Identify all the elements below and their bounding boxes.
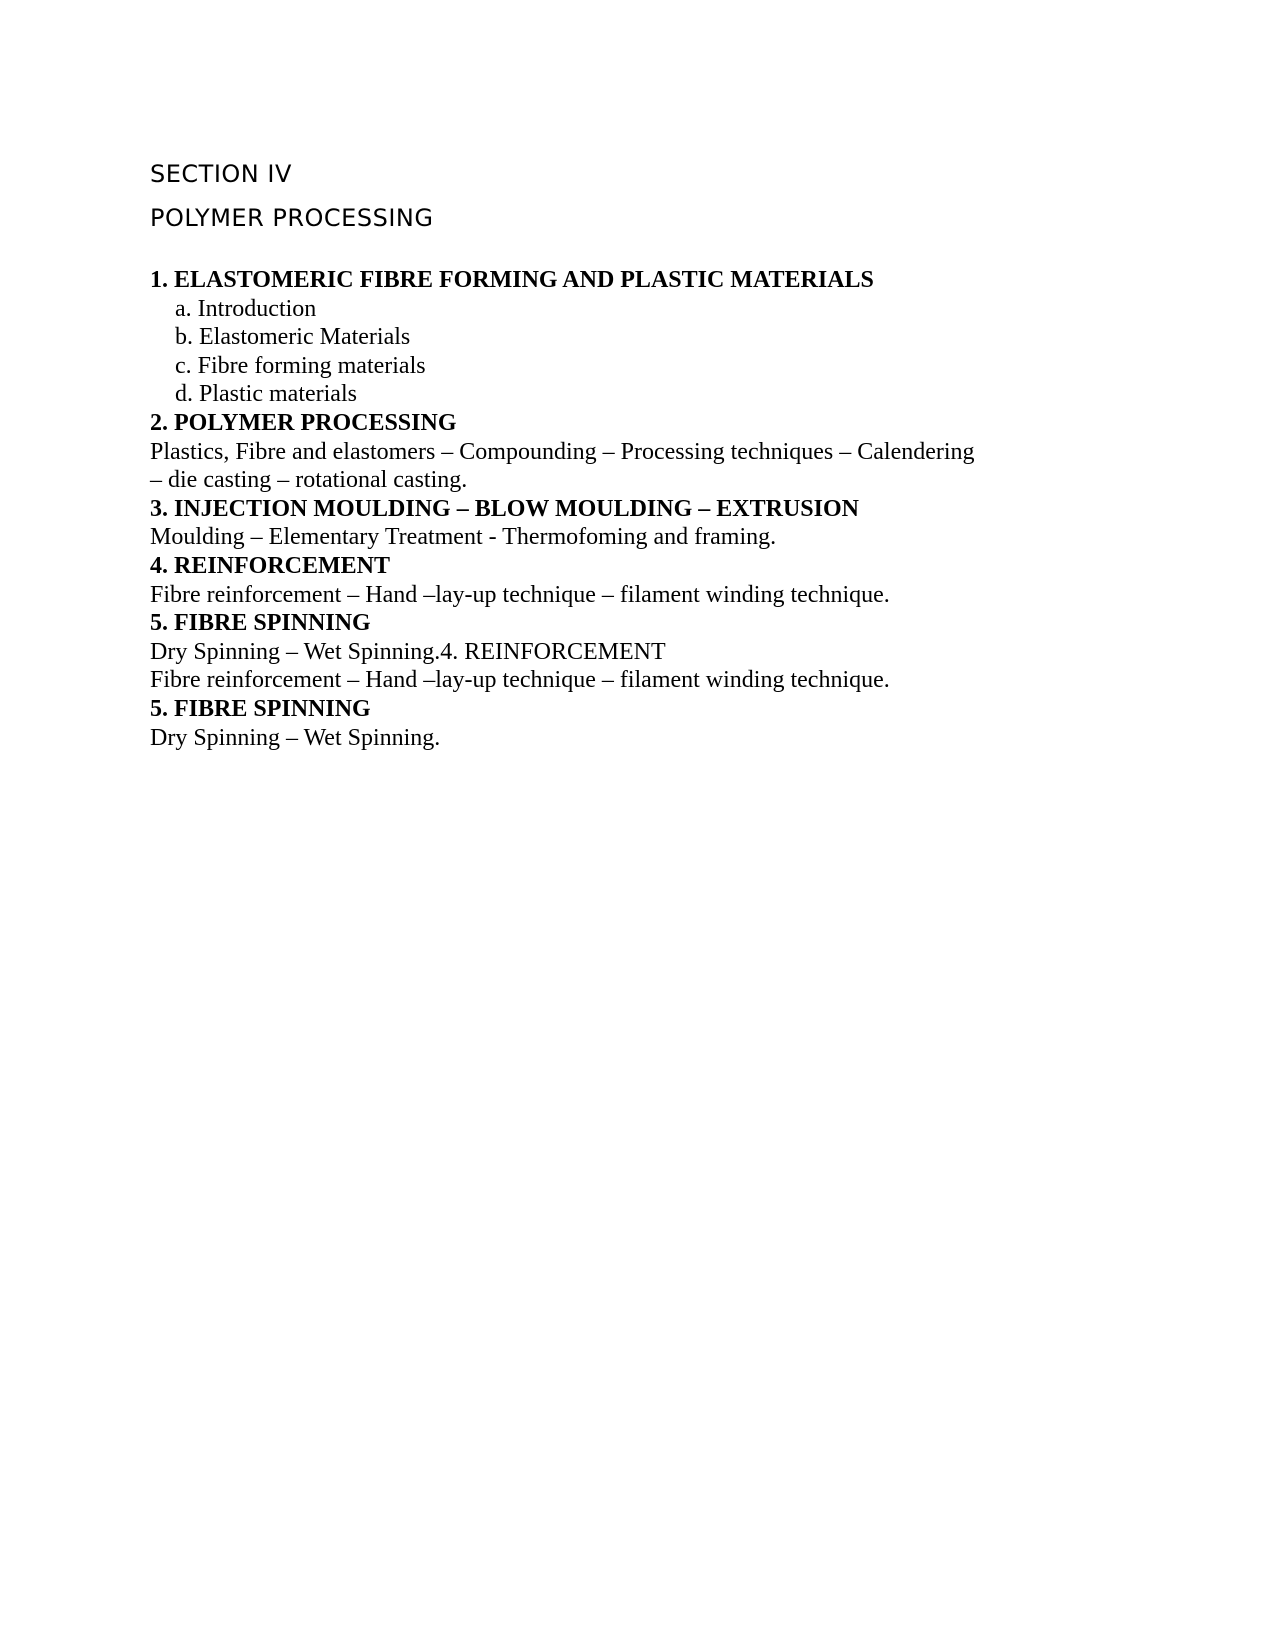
topic-1-heading: 1. ELASTOMERIC FIBRE FORMING AND PLASTIC MATERIALS [150,267,874,293]
section-header [150,152,1150,240]
section-title: POLYMER PROCESSING [150,204,434,232]
topic-3-heading: 3. INJECTION MOULDING – BLOW MOULDING – EXTRUSION [150,495,859,522]
topic-5-body-line-2: Fibre reinforcement – Hand –lay-up technique – filament winding technique. [150,667,890,694]
topic-2-body-line-1: Plastics, Fibre and elastomers – Compounding – Processing techniques – Calendering [150,438,975,465]
topic-1-subitem-b: b. Elastomeric Materials [175,324,411,351]
topic-4-body-line-1: Fibre reinforcement – Hand –lay-up technique – filament winding technique. [150,581,890,608]
topic-2-body-line-2: – die casting – rotational casting. [150,467,468,494]
topic-3-body-line-1: Moulding – Elementary Treatment - Thermofoming and framing. [150,524,777,551]
topic-5-body-line-1: Dry Spinning – Wet Spinning.4. REINFORCEMENT [150,638,666,665]
topic-6-body-line-1: Dry Spinning – Wet Spinning. [150,724,441,751]
topic-4-heading: 4. REINFORCEMENT [150,552,391,579]
topic-2-heading: 2. POLYMER PROCESSING [150,409,457,436]
topic-1-subitem-c: c. Fibre forming materials [175,352,426,379]
section-label: SECTION IV [150,160,292,188]
topic-5-heading: 5. FIBRE SPINNING [150,610,371,637]
topic-1-subitem-d: d. Plastic materials [175,381,357,408]
topic-6-heading: 5. FIBRE SPINNING [150,695,371,722]
syllabus-content [150,266,1150,752]
topic-1-subitem-a: a. Introduction [175,295,317,322]
